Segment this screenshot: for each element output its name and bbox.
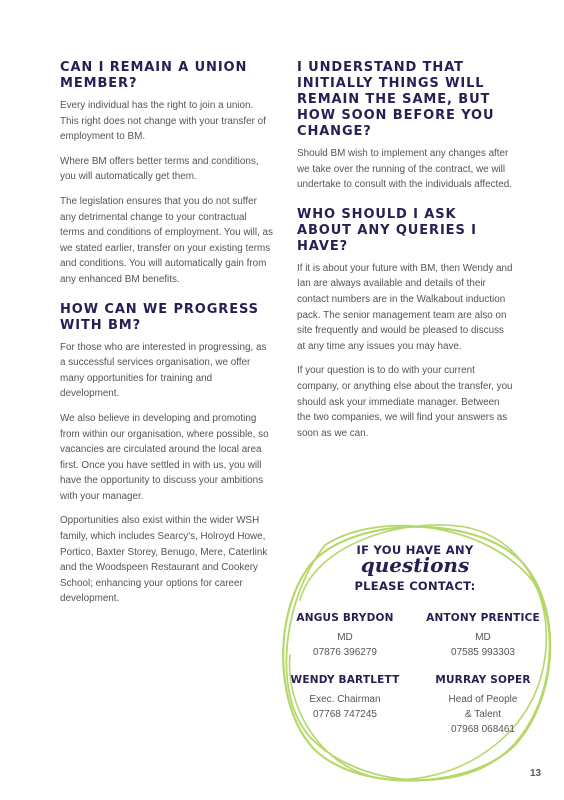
section-progress [60, 302, 274, 608]
section-how-soon-change [297, 60, 513, 193]
contact-angus-brydon [280, 612, 410, 660]
contact-phone: 07768 747245 [313, 709, 377, 720]
section-queries [297, 207, 513, 442]
questions-script-word: questions [360, 553, 470, 577]
contact-phone: 07876 396279 [313, 647, 377, 658]
contact-phone: 07968 068461 [451, 724, 515, 735]
paragraph: Should BM wish to implement any changes after we take over the running of the contract, we will undertake to consult with the individuals affected. [297, 148, 513, 191]
contact-role: & Talent [465, 709, 501, 720]
paragraph: The legislation ensures that you do not suffer any detrimental change to your contractual terms and conditions of employment. You will, as we stated earlier, transfer on your existing terms and conditions. You will automatically gain from any enhanced BM benefits. [60, 195, 273, 285]
paragraph: For those who are interested in progressing, as a successful services organisation, we offer many opportunities for training and development. [60, 341, 267, 400]
contact-box [270, 505, 560, 790]
contact-murray-soper [418, 674, 548, 737]
section-heading: I UNDERSTAND THAT INITIALLY THINGS WILL REMAIN THE SAME, BUT HOW SOON BEFORE YOU CHANGE? [297, 60, 495, 139]
contact-wendy-bartlett [280, 674, 410, 722]
section-heading: WHO SHOULD I ASK ABOUT ANY QUERIES I HAVE? [297, 206, 477, 254]
contact-role: MD [475, 632, 491, 643]
section-heading: HOW CAN WE PROGRESS WITH BM? [60, 301, 259, 333]
left-column [60, 60, 274, 621]
contact-role: Exec. Chairman [309, 694, 381, 705]
section-union-member [60, 60, 274, 288]
paragraph: Opportunities also exist within the wider WSH family, which includes Searcy's, Holroyd Howe, Portico, Baxter Storey, Benugo, Mere, Caterlink and the Woodspeen Restaurant and Cookery School; enhancing your options for career development. [60, 515, 268, 605]
contact-heading-bottom: PLEASE CONTACT: [354, 579, 476, 593]
paragraph: If your question is to do with your current company, or anything else about the transfer, you should ask your immediate manager. Between the two companies, we will find your answers as soon as we can. [297, 365, 513, 439]
section-heading: CAN I REMAIN A UNION MEMBER? [60, 60, 248, 91]
contact-role: Head of People [448, 694, 518, 705]
paragraph: If it is about your future with BM, then Wendy and Ian are always available and details of their contact numbers are in the Walkabout induction pack. The senior management team are also on site frequently and would be pleased to discuss at any time any issues you may have. [297, 262, 513, 352]
contact-name: MURRAY SOPER [435, 674, 531, 686]
contact-role: MD [337, 632, 353, 643]
contact-antony-prentice [418, 612, 548, 660]
contact-name: WENDY BARTLETT [290, 674, 400, 686]
contact-heading-top: IF YOU HAVE ANY [356, 543, 474, 557]
paragraph: Where BM offers better terms and conditions, you will automatically get them. [60, 155, 259, 183]
contact-phone: 07585 993303 [451, 647, 515, 658]
page-number: 13 [530, 768, 542, 779]
paragraph: We also believe in developing and promoting from within our organisation, where possible, so vacancies are circulated around the local area first. Once you have settled in with us, you will have the opportunity to discuss your ambitions with your manager. [60, 412, 269, 502]
right-column [297, 60, 513, 455]
paragraph: Every individual has the right to join a union. This right does not change with your transfer of employment to BM. [60, 100, 266, 143]
contact-name: ANGUS BRYDON [296, 612, 394, 624]
contact-name: ANTONY PRENTICE [426, 612, 540, 624]
